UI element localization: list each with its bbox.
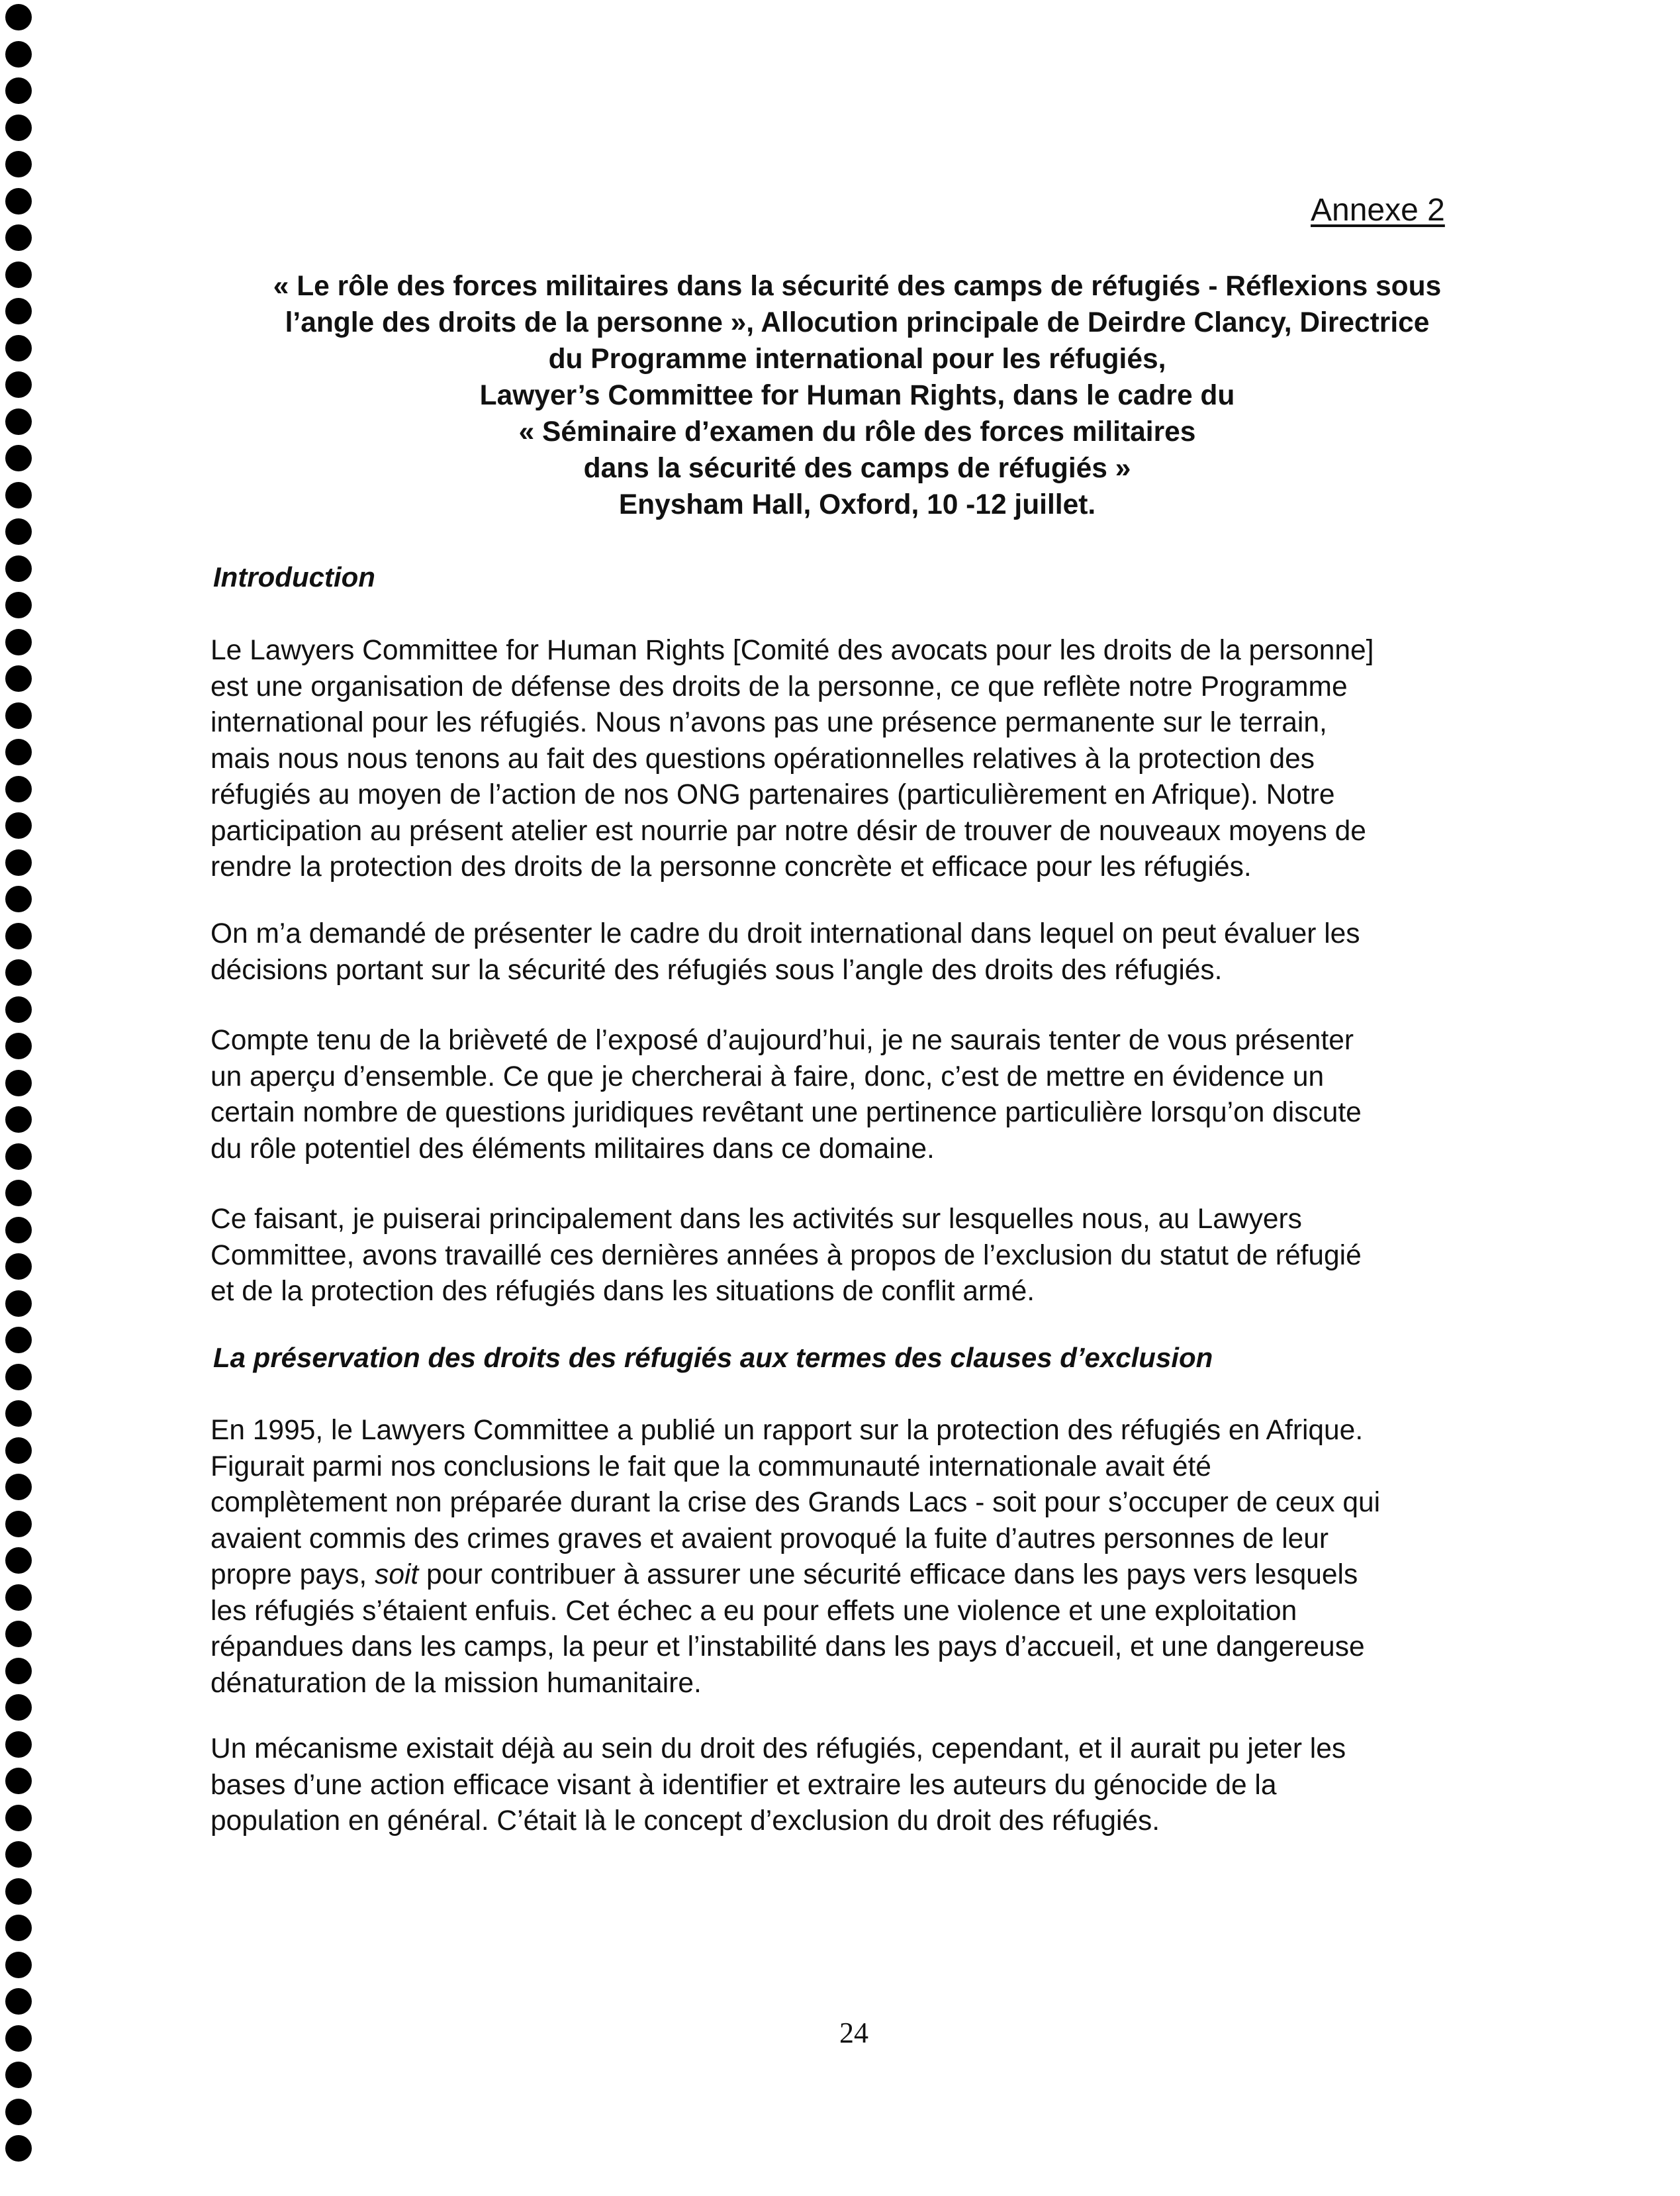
binder-hole	[5, 408, 32, 435]
text-line: et de la protection des réfugiés dans les situations de conflit armé.	[210, 1276, 1035, 1307]
binder-hole	[5, 2025, 32, 2052]
text-line: complètement non préparée durant la crise des Grands Lacs - soit pour s’occuper de ceux qui	[210, 1487, 1381, 1518]
binder-hole	[5, 1217, 32, 1243]
binder-hole	[5, 2099, 32, 2125]
text-line: Compte tenu de la brièveté de l’exposé d’aujourd’hui, je ne saurais tenter de vous présenter	[210, 1025, 1354, 1056]
paragraph-4	[210, 1202, 1362, 1310]
title-line: l’angle des droits de la personne », Allocution principale de Deirdre Clancy, Directrice	[285, 307, 1430, 338]
text-line: certain nombre de questions juridiques revêtant une pertinence particulière lorsqu’on discute	[210, 1097, 1362, 1128]
title-line: « Séminaire d’examen du rôle des forces militaires	[518, 416, 1196, 448]
binder-hole	[5, 1841, 32, 1868]
binder-hole	[5, 1180, 32, 1206]
title-line: « Le rôle des forces militaires dans la sécurité des camps de réfugiés - Réflexions sous	[273, 271, 1442, 302]
binder-hole	[5, 1805, 32, 1831]
binder-hole	[5, 1878, 32, 1905]
text-line: Un mécanisme existait déjà au sein du droit des réfugiés, cependant, et il aurait pu jeter les	[210, 1733, 1346, 1764]
binder-hole	[5, 1437, 32, 1464]
binder-hole	[5, 555, 32, 582]
binder-hole	[5, 923, 32, 949]
binder-hole	[5, 1364, 32, 1390]
title-line: du Programme international pour les réfugiés,	[548, 344, 1166, 375]
binder-hole	[5, 849, 32, 876]
binder-hole	[5, 224, 32, 251]
binder-hole	[5, 1327, 32, 1353]
text-line: du rôle potentiel des éléments militaires dans ce domaine.	[210, 1133, 935, 1165]
binder-hole	[5, 1694, 32, 1721]
binder-hole	[5, 335, 32, 361]
text-line: réfugiés au moyen de l’action de nos ONG partenaires (particulièrement en Afrique). Notre	[210, 779, 1335, 810]
text-line: les réfugiés s’étaient enfuis. Cet échec a eu pour effets une violence et une exploitation	[210, 1595, 1297, 1627]
binder-hole	[5, 592, 32, 618]
binder-hole	[5, 629, 32, 655]
text-line: population en général. C’était là le concept d’exclusion du droit des réfugiés.	[210, 1805, 1160, 1837]
title-line: Enysham Hall, Oxford, 10 -12 juillet.	[618, 489, 1096, 520]
binder-hole	[5, 702, 32, 729]
binder-hole	[5, 298, 32, 324]
binder-hole	[5, 1143, 32, 1170]
title-line: Lawyer’s Committee for Human Rights, dans le cadre du	[479, 380, 1235, 411]
binder-hole	[5, 371, 32, 398]
paragraph-1	[210, 633, 1374, 886]
binder-hole	[5, 1400, 32, 1427]
binder-hole	[5, 1988, 32, 2015]
text-line: Ce faisant, je puiserai principalement dans les activités sur lesquelles nous, au Lawyers	[210, 1204, 1302, 1235]
text-line: mais nous nous tenons au fait des questions opérationnelles relatives à la protection des	[210, 743, 1315, 775]
binder-hole	[5, 41, 32, 68]
binder-hole	[5, 518, 32, 545]
text-line: Committee, avons travaillé ces dernières années à propos de l’exclusion du statut de réfugié	[210, 1239, 1362, 1271]
paragraph-3	[210, 1023, 1362, 1167]
text-line: En 1995, le Lawyers Committee a publié un rapport sur la protection des réfugiés en Afrique.	[210, 1415, 1364, 1446]
binder-hole	[5, 1106, 32, 1133]
text-line: est une organisation de défense des droits de la personne, ce que reflète notre Programme	[210, 671, 1348, 702]
binder-hole	[5, 959, 32, 986]
text-line: rendre la protection des droits de la personne concrète et efficace pour les réfugiés.	[210, 851, 1252, 883]
binder-hole	[5, 1547, 32, 1574]
binder-hole	[5, 1070, 32, 1096]
binder-hole	[5, 1768, 32, 1794]
text-line: Le Lawyers Committee for Human Rights [Comité des avocats pour les droits de la personne]	[210, 635, 1374, 666]
binder-hole	[5, 1731, 32, 1758]
binder-hole	[5, 1915, 32, 1941]
binder-hole	[5, 1658, 32, 1684]
binder-hole	[5, 4, 32, 30]
binder-hole	[5, 482, 32, 508]
text-line: dénaturation de la mission humanitaire.	[210, 1667, 702, 1699]
document-title	[199, 268, 1516, 523]
binder-hole	[5, 776, 32, 802]
binder-hole	[5, 2135, 32, 2162]
binder-hole	[5, 1474, 32, 1500]
text-line: un aperçu d’ensemble. Ce que je chercherai à faire, donc, c’est de mettre en évidence un	[210, 1061, 1325, 1092]
binder-hole	[5, 1511, 32, 1537]
text-fragment: propre pays,	[210, 1559, 375, 1590]
binder-hole	[5, 115, 32, 141]
binder-hole	[5, 1952, 32, 1978]
binder-hole	[5, 2062, 32, 2088]
binder-hole	[5, 1584, 32, 1611]
binder-hole	[5, 151, 32, 177]
binder-hole	[5, 996, 32, 1023]
binder-hole	[5, 188, 32, 215]
binder-hole	[5, 1290, 32, 1317]
text-line: bases d’une action efficace visant à identifier et extraire les auteurs du génocide de la	[210, 1769, 1277, 1801]
emphasis-text: soit	[375, 1559, 419, 1590]
binder-hole	[5, 262, 32, 288]
text-line: participation au présent atelier est nourrie par notre désir de trouver de nouveaux moyens de	[210, 815, 1366, 847]
section-heading-exclusion: La préservation des droits des réfugiés aux termes des clauses d’exclusion	[213, 1342, 1213, 1373]
binder-hole	[5, 1033, 32, 1059]
annex-label: Annexe 2	[1311, 193, 1445, 228]
text-line	[210, 1557, 1380, 1594]
text-line: Figurait parmi nos conclusions le fait que la communauté internationale avait été	[210, 1451, 1211, 1482]
page-number: 24	[839, 2017, 868, 2049]
text-line: avaient commis des crimes graves et avaient provoqué la fuite d’autres personnes de leur	[210, 1523, 1329, 1554]
paragraph-2	[210, 916, 1360, 988]
binder-hole	[5, 1253, 32, 1280]
text-line: décisions portant sur la sécurité des réfugiés sous l’angle des droits des réfugiés.	[210, 954, 1223, 986]
binder-hole	[5, 1621, 32, 1647]
binder-hole	[5, 739, 32, 765]
paragraph-5	[210, 1413, 1380, 1701]
binder-hole	[5, 445, 32, 471]
binder-hole	[5, 77, 32, 104]
binder-holes	[0, 0, 53, 2196]
text-line: international pour les réfugiés. Nous n’avons pas une présence permanente sur le terrain,	[210, 707, 1327, 738]
text-fragment: pour contribuer à assurer une sécurité efficace dans les pays vers lesquels	[418, 1559, 1358, 1590]
text-line: répandues dans les camps, la peur et l’instabilité dans les pays d’accueil, et une dangereuse	[210, 1631, 1365, 1662]
section-heading-introduction: Introduction	[213, 561, 375, 593]
binder-hole	[5, 812, 32, 839]
paragraph-6	[210, 1731, 1346, 1840]
binder-hole	[5, 886, 32, 912]
binder-hole	[5, 665, 32, 692]
text-line: On m’a demandé de présenter le cadre du droit international dans lequel on peut évaluer les	[210, 918, 1360, 949]
title-line: dans la sécurité des camps de réfugiés »	[583, 453, 1131, 484]
